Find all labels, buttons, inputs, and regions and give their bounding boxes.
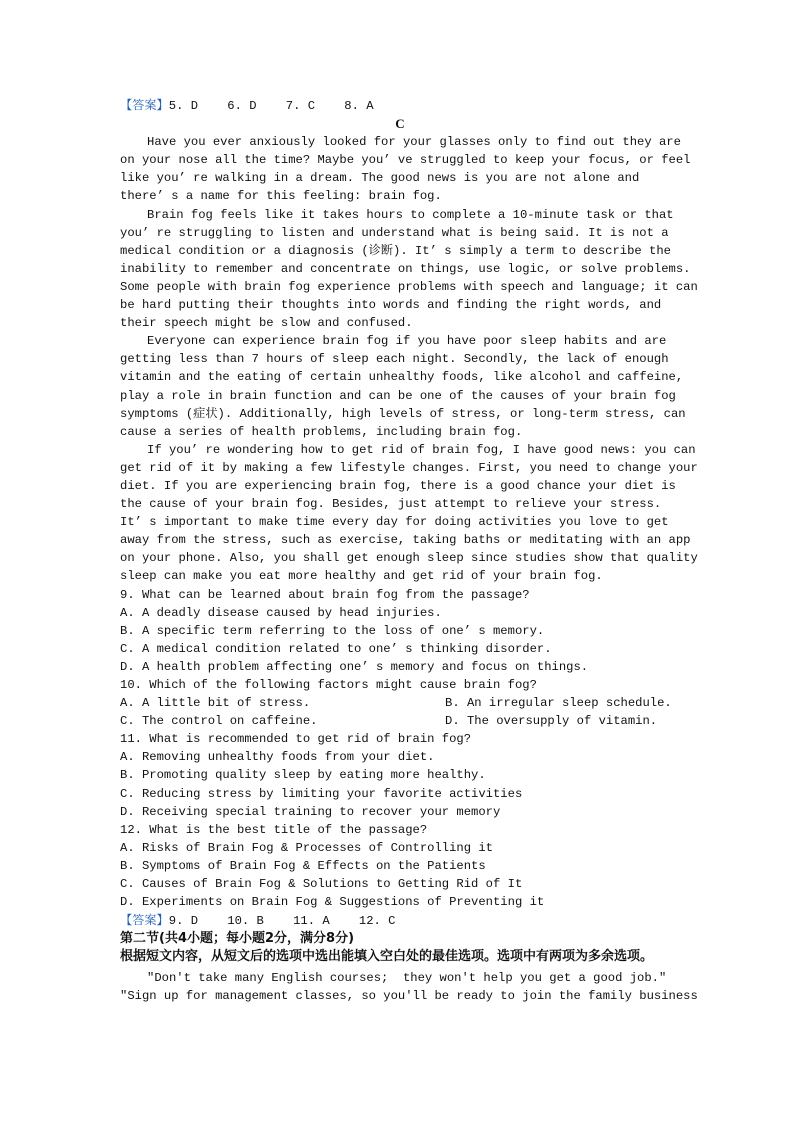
option-a: A. A little bit of stress. — [120, 696, 311, 711]
option-d: D. A health problem affecting one’ s memory and focus on things. — [120, 659, 589, 674]
option-d: D. Experiments on Brain Fog & Suggestions of Preventing it — [120, 895, 545, 910]
passage-line: like you’ re walking in a dream. The good news is you are not alone and — [120, 171, 640, 186]
option-d: D. Receiving special training to recover your memory — [120, 804, 501, 819]
passage-line: play a role in brain function and can be one of the causes of your brain fog — [120, 388, 676, 403]
option-b: B. Promoting quality sleep by eating more healthy. — [120, 768, 486, 783]
passage-line: Have you ever anxiously looked for your glasses only to find out they are — [147, 135, 681, 150]
passage-line: get rid of it by making a few lifestyle changes. First, you need to change your — [120, 460, 698, 475]
passage-line: symptoms (症状). Additionally, high levels of stress, or long-term stress, can — [120, 406, 686, 421]
passage-line: on your phone. Also, you shall get enough sleep since studies show that quality — [120, 551, 698, 566]
option-c: C. Reducing stress by limiting your favorite activities — [120, 786, 523, 801]
question-stem: 12. What is the best title of the passage? — [120, 822, 428, 837]
option-a: A. A deadly disease caused by head injuries. — [120, 605, 442, 620]
question-stem: 11. What is recommended to get rid of brain fog? — [120, 732, 472, 747]
section-letter: C — [395, 116, 405, 132]
option-d: D. The oversupply of vitamin. — [445, 714, 658, 729]
section2-passage — [120, 969, 698, 1005]
passage-line: on your nose all the time? Maybe you’ ve struggled to keep your focus, or feel — [120, 153, 691, 168]
option-b: B. An irregular sleep schedule. — [445, 696, 672, 711]
question-9 — [120, 586, 680, 676]
question-10 — [120, 676, 680, 730]
option-b: B. A specific term referring to the loss of one’ s memory. — [120, 623, 545, 638]
passage-paragraph-1 — [120, 133, 691, 205]
option-c: C. Causes of Brain Fog & Solutions to Getting Rid of It — [120, 877, 523, 892]
passage-line: vitamin and the eating of certain unhealthy foods, like alcohol and caffeine, — [120, 370, 684, 385]
question-12 — [120, 821, 680, 911]
options-row-cd — [120, 712, 680, 730]
section-instruction: 根据短文内容，从短文后的选项中选出能填入空白处的最佳选项。选项中有两项为多余选项。 — [120, 949, 654, 965]
passage-line: you’ re struggling to listen and understand what is being said. It is not a — [120, 225, 669, 240]
option-c: C. A medical condition related to one’ s thinking disorder. — [120, 641, 552, 656]
option-c: C. The control on caffeine. — [120, 714, 318, 729]
passage-line: Some people with brain fog experience problems with speech and language; it can — [120, 279, 698, 294]
passage-line: "Don't take many English courses; they won't help you get a good job." — [147, 970, 667, 985]
question-stem: 9. What can be learned about brain fog from the passage? — [120, 587, 530, 602]
answer-tag: 【答案】 — [120, 98, 169, 112]
passage-line: cause a series of health problems, including brain fog. — [120, 424, 523, 439]
section-heading: 第二节(共4小题；每小题2分，满分8分) — [120, 931, 355, 947]
passage-line: medical condition or a diagnosis (诊断). It’ s simply a term to describe the — [120, 243, 671, 258]
passage-line: there’ s a name for this feeling: brain fog. — [120, 189, 442, 204]
passage-line: "Sign up for management classes, so you'll be ready to join the family business — [120, 988, 698, 1003]
passage-line: away from the stress, such as exercise, taking baths or meditating with an app — [120, 533, 691, 548]
passage-line: the cause of your brain fog. Besides, just attempt to relieve your stress. — [120, 497, 662, 512]
option-a: A. Risks of Brain Fog & Processes of Controlling it — [120, 840, 493, 855]
passage-line: Brain fog feels like it takes hours to complete a 10-minute task or that — [147, 207, 674, 222]
answer-tag: 【答案】 — [120, 913, 169, 928]
passage-line: their speech might be slow and confused. — [120, 316, 413, 331]
answer-line-1 — [120, 96, 680, 115]
passage-line: diet. If you are experiencing brain fog, there is a good chance your diet is — [120, 478, 676, 493]
passage-line: getting less than 7 hours of sleep each night. Secondly, the lack of enough — [120, 352, 669, 367]
option-b: B. Symptoms of Brain Fog & Effects on the Patients — [120, 858, 486, 873]
options-row-ab — [120, 694, 680, 712]
answer-line-2 — [120, 911, 680, 930]
passage-paragraph-4 — [120, 441, 698, 586]
option-a: A. Removing unhealthy foods from your diet. — [120, 750, 435, 765]
document-page — [120, 96, 698, 1005]
passage-line: If you’ re wondering how to get rid of brain fog, I have good news: you can — [147, 442, 696, 457]
answer-text: 5. D 6. D 7. C 8. A — [168, 99, 374, 113]
passage-paragraph-2 — [120, 206, 698, 333]
passage-line: It’ s important to make time every day for doing activities you love to get — [120, 515, 669, 530]
passage-line: sleep can make you eat more healthy and get rid of your brain fog. — [120, 569, 603, 584]
passage-line: Everyone can experience brain fog if you have poor sleep habits and are — [147, 334, 667, 349]
question-11 — [120, 730, 680, 820]
passage-line: inability to remember and concentrate on things, use logic, or solve problems. — [120, 261, 691, 276]
question-stem: 10. Which of the following factors might cause brain fog? — [120, 678, 537, 692]
answer-text: 9. D 10. B 11. A 12. C — [168, 914, 396, 929]
passage-paragraph-3 — [120, 332, 686, 441]
passage-line: be hard putting their thoughts into words and finding the right words, and — [120, 298, 662, 313]
